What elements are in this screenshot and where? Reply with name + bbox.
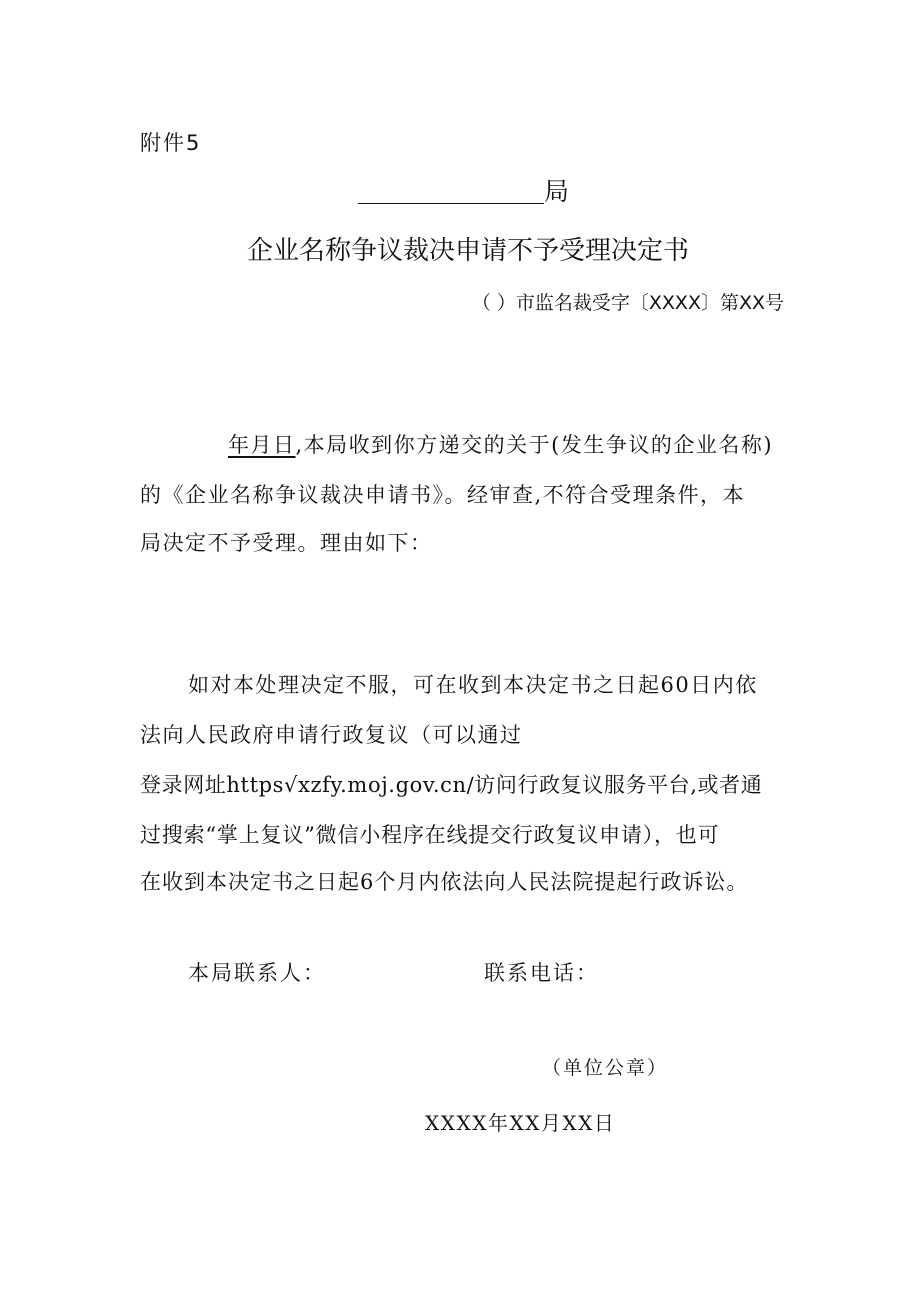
paragraph-1-line-1 <box>228 429 773 459</box>
paragraph-2-line-4: 过搜索“掌上复议”微信小程序在线提交行政复议申请），也可 <box>140 823 720 847</box>
paragraph-2-line-2: 法向人民政府申请行政复议（可以通过 <box>140 723 523 747</box>
date-blank: 年月日 <box>228 433 296 457</box>
paragraph-1-line-2: 的《企业名称争议裁决申请书》。经审查,不符合受理条件，本 <box>140 483 746 507</box>
contact-phone-label: 联系电话： <box>484 961 599 985</box>
document-number: （ ）市监名裁受字〔XXXX〕第XX号 <box>471 292 784 314</box>
paragraph-2-line-1: 如对本处理决定不服，可在收到本决定书之日起60日内依 <box>188 673 758 697</box>
paragraph-1-line-1-text: ,本局收到你方递交的关于(发生争议的企业名称) <box>295 433 774 457</box>
document-title: 企业名称争议裁决申请不予受理决定书 <box>246 236 689 266</box>
attachment-label: 附件5 <box>140 131 202 155</box>
contact-person-label: 本局联系人： <box>188 961 326 985</box>
issue-date: XXXX年XX月XX日 <box>425 1111 616 1135</box>
bureau-suffix: 局 <box>544 177 570 206</box>
paragraph-1-line-3: 局决定不予受理。理由如下： <box>140 531 433 555</box>
bureau-name-blank <box>358 174 544 204</box>
paragraph-2-line-3: 登录网址https√xzfy.moj.gov.cn∕访问行政复议服务平台,或者通 <box>140 773 763 797</box>
paragraph-2-line-5: 在收到本决定书之日起6个月内依法向人民法院提起行政诉讼。 <box>140 870 749 894</box>
official-seal-placeholder: （单位公章） <box>542 1057 669 1079</box>
